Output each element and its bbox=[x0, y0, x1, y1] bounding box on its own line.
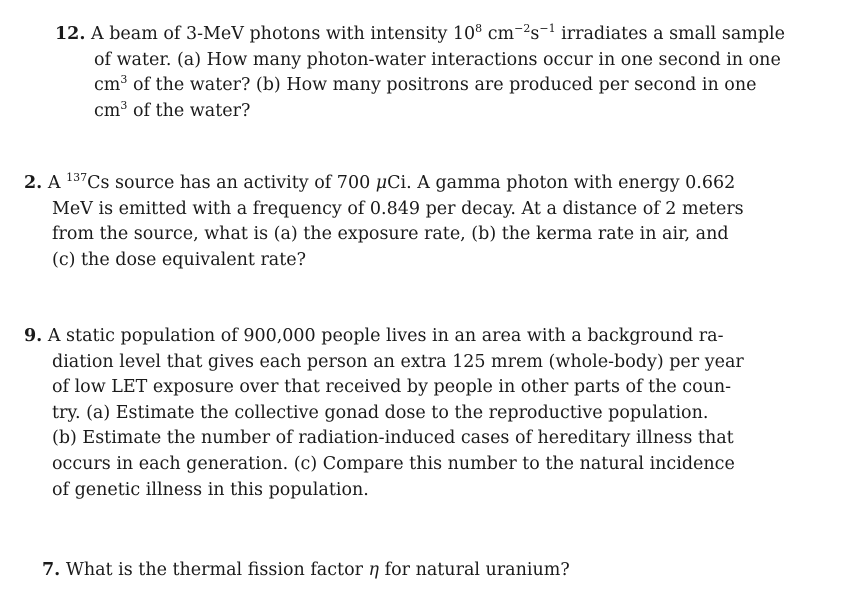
problem-9-line-1 bbox=[24, 324, 824, 350]
problem-12-line-3 bbox=[55, 73, 845, 99]
problem-text: of the water? (b) How many positrons are produced per second in one bbox=[132, 75, 757, 96]
problem-text: What is the thermal fission factor bbox=[65, 560, 363, 580]
problem-2-line-1 bbox=[24, 171, 824, 197]
problem-9-line-4: try. (a) Estimate the collective gonad dose to the reproductive population. bbox=[52, 402, 709, 423]
problem-12-line-2: of water. (a) How many photon-water interactions occur in one second in one bbox=[94, 49, 781, 70]
problem-number: 12. bbox=[55, 24, 86, 44]
superscript: 8 bbox=[475, 22, 483, 36]
unit-text: cm bbox=[94, 100, 121, 121]
problem-number: 9. bbox=[24, 326, 43, 346]
mu-symbol: μ bbox=[375, 173, 388, 193]
unit-text: s bbox=[530, 24, 540, 44]
problem-9-line-2: diation level that gives each person an extra 125 mrem (whole-body) per year bbox=[52, 351, 744, 372]
problem-12-line-1 bbox=[55, 22, 845, 48]
problem-text: of the water? bbox=[132, 100, 251, 121]
problem-12-line-4 bbox=[55, 99, 845, 125]
superscript: 137 bbox=[66, 171, 88, 185]
eta-symbol: η bbox=[368, 560, 380, 580]
problem-9 bbox=[24, 324, 824, 503]
problem-7-line-1 bbox=[42, 558, 742, 584]
problem-2-line-3: from the source, what is (a) the exposure rate, (b) the kerma rate in air, and bbox=[52, 224, 729, 245]
problem-9-line-7: of genetic illness in this population. bbox=[52, 479, 369, 500]
problem-number: 7. bbox=[42, 560, 61, 580]
problem-9-line-3: of low LET exposure over that received by people in other parts of the coun- bbox=[52, 377, 732, 398]
problem-text: A beam of 3-MeV photons with intensity 10 bbox=[91, 24, 476, 44]
problem-text: irradiates a small sample bbox=[561, 24, 786, 44]
problem-2-line-4: (c) the dose equivalent rate? bbox=[52, 249, 307, 270]
problem-text: for natural uranium? bbox=[384, 560, 570, 580]
problem-text: A static population of 900,000 people lives in an area with a background ra- bbox=[47, 326, 724, 346]
problem-12 bbox=[55, 22, 845, 124]
problem-2 bbox=[24, 171, 824, 273]
superscript: 3 bbox=[120, 73, 128, 87]
problem-9-line-5: (b) Estimate the number of radiation-induced cases of hereditary illness that bbox=[52, 428, 734, 449]
problem-text: A bbox=[47, 173, 61, 193]
superscript: 3 bbox=[120, 98, 128, 112]
problem-7 bbox=[42, 558, 742, 584]
problem-text: Cs source has an activity of 700 bbox=[87, 173, 371, 193]
problem-2-line-2: MeV is emitted with a frequency of 0.849 per decay. At a distance of 2 meters bbox=[52, 198, 744, 219]
superscript: −2 bbox=[514, 22, 531, 36]
problem-number: 2. bbox=[24, 173, 43, 193]
superscript: −1 bbox=[539, 22, 556, 36]
unit-text: cm bbox=[487, 24, 515, 44]
unit-text: cm bbox=[94, 75, 121, 96]
problem-text: Ci. A gamma photon with energy 0.662 bbox=[387, 173, 736, 193]
problem-9-line-6: occurs in each generation. (c) Compare this number to the natural incidence bbox=[52, 453, 735, 474]
